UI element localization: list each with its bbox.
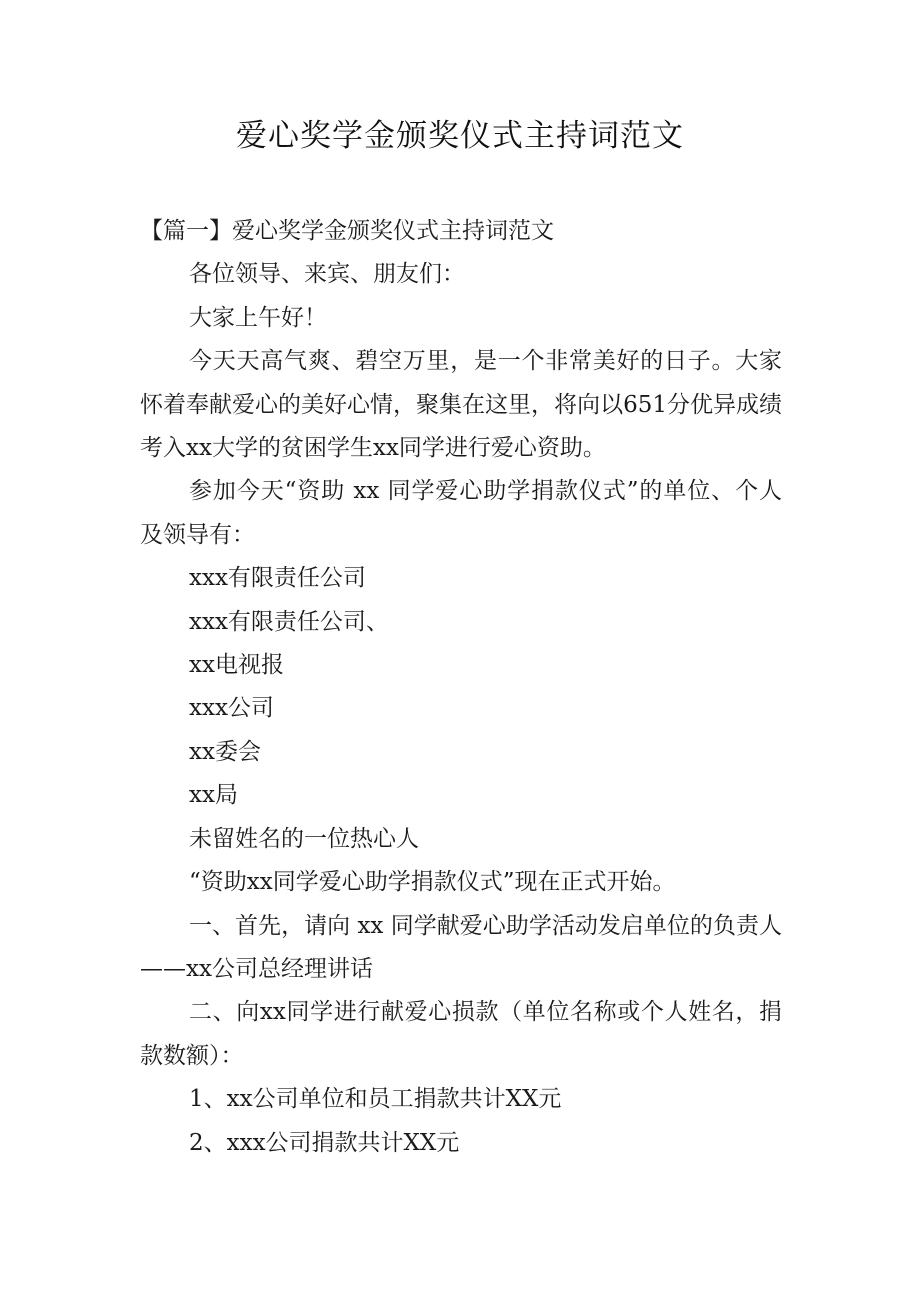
participant-item: xx电视报 bbox=[189, 652, 284, 679]
intro-paragraph: 今天天高气爽、碧空万里，是一个非常美好的日子。大家怀着奉献爱心的美好心情，聚集在这里，将向以651分优异成绩考入xx大学的贫困学生xx同学进行爱心资助。 bbox=[140, 348, 782, 462]
good-morning-paragraph: 大家上午好！ bbox=[189, 304, 327, 331]
participant-item: xx委会 bbox=[189, 738, 261, 765]
greeting-paragraph: 各位领导、来宾、朋友们： bbox=[189, 261, 465, 288]
ceremony-start-paragraph: “资助xx同学爱心助学捐款仪式”现在正式开始。 bbox=[189, 869, 676, 896]
participant-item: xxx有限责任公司、 bbox=[189, 608, 389, 635]
donation-item: 1、xx公司单位和员工捐款共计XX元 bbox=[189, 1086, 562, 1113]
step-one-paragraph: 一、首先，请向 xx 同学献爱心助学活动发启单位的负责人——xx公司总经理讲话 bbox=[140, 912, 782, 982]
participants-intro-paragraph: 参加今天“资助 xx 同学爱心助学捐款仪式”的单位、个人及领导有： bbox=[140, 478, 782, 548]
section-heading: 【篇一】爱心奖学金颁奖仪式主持词范文 bbox=[140, 218, 554, 244]
document-body bbox=[140, 210, 782, 1165]
participant-item: xxx公司 bbox=[189, 695, 274, 722]
participant-item: 未留姓名的一位热心人 bbox=[189, 825, 419, 852]
step-two-paragraph: 二、向xx同学进行献爱心损款（单位名称或个人姓名，捐款数额）： bbox=[140, 999, 782, 1069]
document-title: 爱心奖学金颁奖仪式主持词范文 bbox=[236, 118, 684, 154]
donation-item: 2、xxx公司捐款共计XX元 bbox=[189, 1129, 460, 1156]
participant-item: xx局 bbox=[189, 782, 238, 809]
participant-item: xxx有限责任公司 bbox=[189, 565, 366, 592]
